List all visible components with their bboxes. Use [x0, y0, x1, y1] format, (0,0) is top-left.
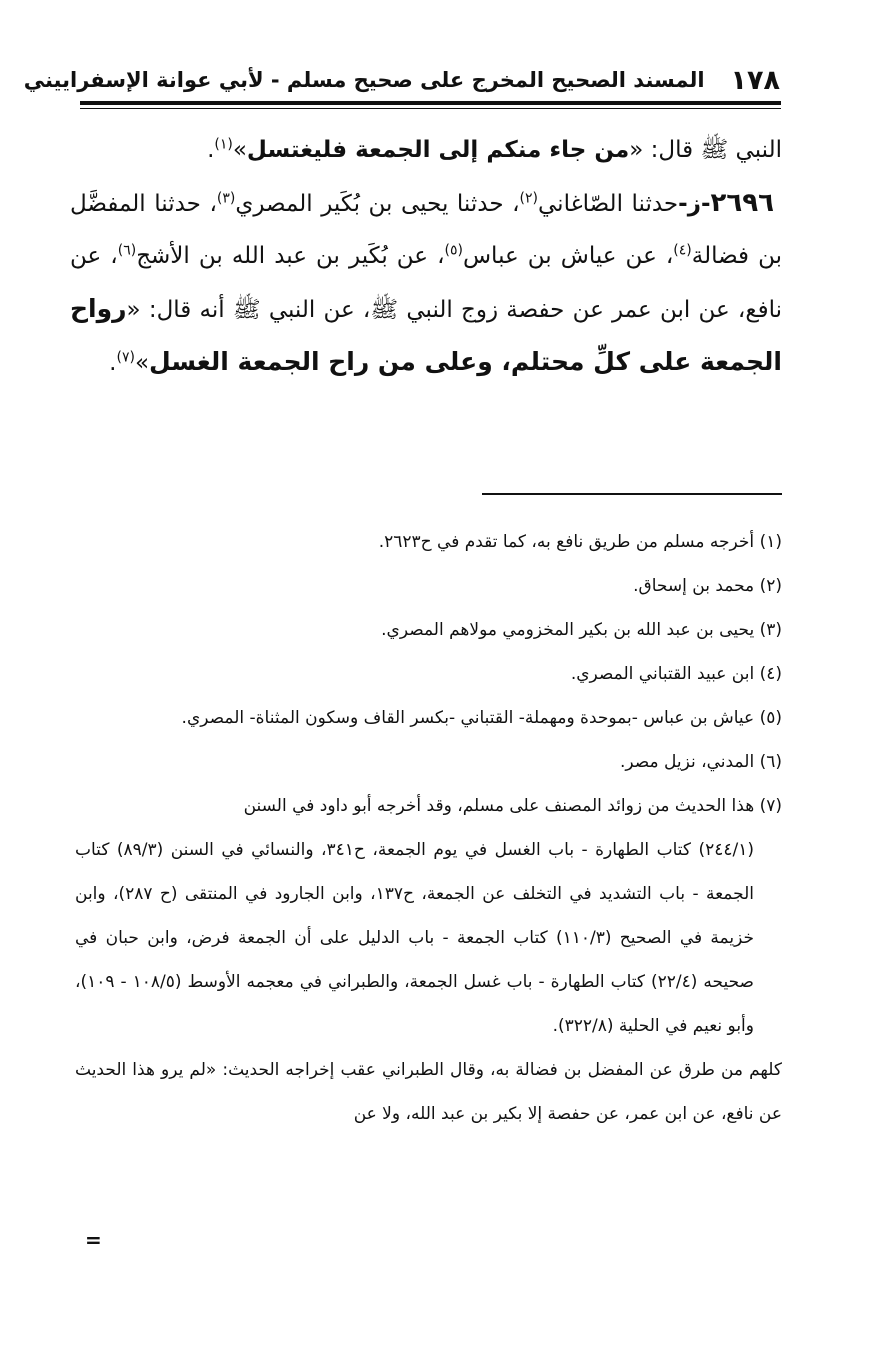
continuation-mark: =: [85, 1228, 102, 1252]
footnote-ref-7: (٧): [116, 349, 135, 366]
footnote-5: (٥) عياش بن عباس -بموحدة ومهملة- القتباني -بكسر القاف وسكون المثناة- المصري.: [181, 708, 782, 728]
hadith-marker: -ز-: [678, 190, 711, 217]
prophetic-saying-1: من جاء منكم إلى الجمعة فليغتسل: [246, 137, 630, 163]
footnote-6: (٦) المدني، نزيل مصر.: [619, 752, 782, 772]
footnote-3: (٣) يحيى بن عبد الله بن بكير المخزومي مولاهم المصري.: [381, 620, 782, 640]
hadith-paragraph: ٢٦٩٦-ز-حدثنا الصّاغاني$^{(٢)}$، حدثنا يحيى بن بُكَير المصري$^{(٣)}$، حدثنا المفضَّل بن فضالة$^{(٤)}$، عن عياش بن عباس$^{(٥)}$، عن بُكَير بن عبد الله بن الأشج$^{(٦)}$، عن نافع، عن ابن عمر عن حفصة زوج النبي ﷺ، عن النبي ﷺ أنه قال: «رواح الجمعة على كلِّ محتلم، وعلى من راح الجمعة الغسل»$^{(٧)}$.: [70, 187, 783, 376]
running-title: المسند الصحيح المخرج على صحيح مسلم - لأبي عوانة الإسفراييني: [23, 68, 705, 92]
footnote-7-commentary: كلهم من طرق عن المفضل بن فضالة به، وقال الطبراني عقب إخراجه الحديث: «لم يرو هذا الحديث عن نافع، عن ابن عمر، عن حفصة إلا بكير بن عبد الله، ولا عن: [75, 1060, 782, 1124]
footnote-separator: [482, 493, 782, 495]
footnote-ref-1: (١): [214, 136, 233, 153]
footnotes: [75, 520, 782, 1136]
page-number: ١٧٨: [730, 64, 780, 96]
paragraph-continuation: النبي ﷺ قال: «من جاء منكم إلى الجمعة فليغتسل»$^{(١)}$.: [207, 136, 782, 163]
footnote-7: (٧) هذا الحديث من زوائد المصنف على مسلم، وقد أخرجه أبو داود في السنن: [243, 796, 782, 816]
footnote-ref-5: (٥): [444, 242, 463, 259]
footnote-7-continued: (٢٤٤/١) كتاب الطهارة - باب الغسل في يوم الجمعة، ح٣٤١، والنسائي في السنن (٨٩/٣) كتاب الجمعة - باب التشديد في التخلف عن الجمعة، ح١٣٧، وابن الجارود في المنتقى (ح ٢٨٧)، وابن خزيمة في الصحيح (١١٠/٣) كتاب الجمعة - باب الدليل على أن الجمعة فرض، وابن حبان في صحيحه (٢٢/٤) كتاب الطهارة - باب غسل الجمعة، والطبراني في معجمه الأوسط (١٠٨/٥ - ١٠٩)، وأبو نعيم في الحلية (٣٢٢/٨).: [75, 840, 754, 1036]
footnote-ref-6: (٦): [117, 242, 137, 259]
page-header: [23, 62, 780, 98]
footnote-4: (٤) ابن عبيد القتباني المصري.: [570, 664, 782, 684]
header-rule-thin: [80, 108, 781, 109]
footnote-2: (٢) محمد بن إسحاق.: [633, 576, 782, 596]
header-rule-thick: [80, 101, 781, 105]
footnote-ref-2: (٢): [519, 189, 538, 206]
footnote-ref-4: (٤): [673, 242, 692, 259]
footnote-ref-3: (٣): [216, 189, 236, 206]
footnote-1: (١) أخرجه مسلم من طريق نافع به، كما تقدم في ح٢٦٢٣.: [378, 532, 782, 552]
hadith-number: ٢٦٩٦: [710, 187, 774, 218]
main-text: [70, 124, 782, 390]
prophetic-saying-2: رواح الجمعة على كلِّ محتلم، وعلى من راح الجمعة الغسل: [70, 293, 782, 376]
